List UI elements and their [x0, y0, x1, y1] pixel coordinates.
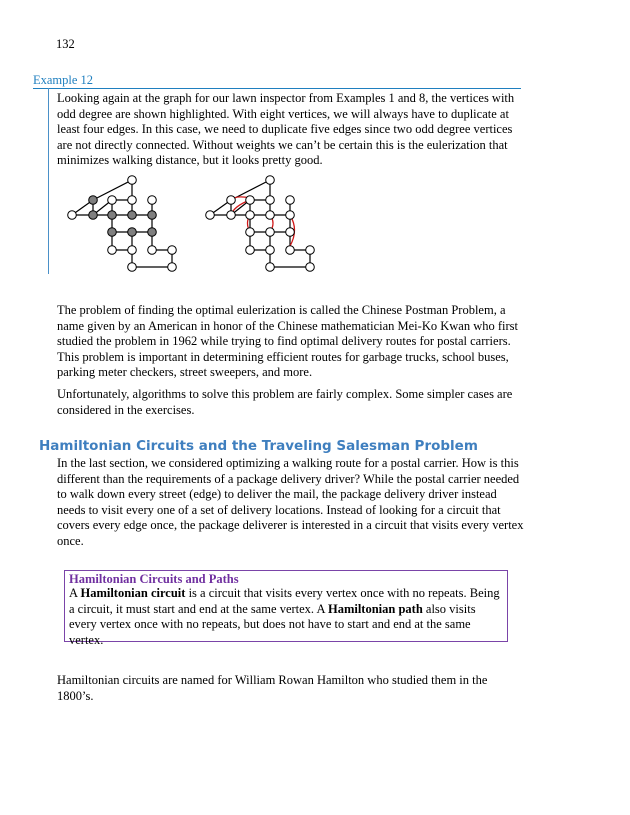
definition-text	[69, 586, 505, 648]
vertex-odd	[89, 196, 98, 205]
vertex	[306, 263, 315, 272]
vertex	[246, 196, 255, 205]
vertex	[266, 211, 275, 220]
vertex	[246, 228, 255, 237]
vertex-odd	[108, 211, 117, 220]
vertex	[128, 246, 137, 255]
vertex	[286, 246, 295, 255]
page-number: 132	[56, 37, 75, 51]
graph-edges	[72, 180, 172, 267]
vertex-odd	[128, 211, 137, 220]
section-paragraph: In the last section, we considered optimizing a walking route for a postal carrier. How is this different than the requirements of a package delivery driver? While the postal carrier needed to walk down every street (edge) to deliver the mail, the package delivery driver instead needs to visit every one of a set of delivery locations. Instead of looking for a circuit that covers every edge once, the package deliverer is interested in a circuit that visits every vertex once.	[57, 456, 524, 548]
vertex	[128, 263, 137, 272]
vertex	[206, 211, 215, 220]
graph-vertices	[206, 176, 315, 272]
vertex	[227, 196, 236, 205]
vertex	[266, 246, 275, 255]
vertex	[286, 228, 295, 237]
vertex	[168, 263, 177, 272]
example-side-rule	[48, 88, 49, 274]
vertex	[266, 196, 275, 205]
vertex	[128, 196, 137, 205]
vertex	[266, 228, 275, 237]
vertex-odd	[148, 228, 157, 237]
section-heading: Hamiltonian Circuits and the Traveling Salesman Problem	[39, 438, 478, 454]
vertex	[68, 211, 77, 220]
vertex	[108, 246, 117, 255]
vertex	[306, 246, 315, 255]
vertex	[266, 176, 275, 185]
vertex	[168, 246, 177, 255]
vertex	[148, 246, 157, 255]
graph-edges	[210, 180, 310, 267]
vertex	[227, 211, 236, 220]
example-top-rule	[33, 88, 521, 89]
term-hamiltonian-circuit: Hamiltonian circuit	[80, 586, 186, 600]
term-hamiltonian-path: Hamiltonian path	[327, 601, 423, 616]
closing-paragraph: Hamiltonian circuits are named for William Rowan Hamilton who studied them in the 1800’s.	[57, 673, 488, 703]
graph-odd-vertices	[60, 170, 185, 275]
vertex	[246, 211, 255, 220]
definition-title: Hamiltonian Circuits and Paths	[69, 572, 239, 586]
chinese-postman-paragraph: The problem of finding the optimal eulerization is called the Chinese Postman Problem, a name given by an American in honor of the Chinese mathematician Mei-Ko Kwan who first studied the problem in 1962 while trying to find optimal delivery routes for postal carriers. This problem is important in determining efficient routes for garbage trucks, school buses, parking meter checkers, street sweepers, and more.	[57, 303, 518, 380]
vertex	[266, 263, 275, 272]
definition-text-part: A	[69, 586, 81, 600]
duplicated-edges	[231, 197, 295, 246]
vertex	[246, 246, 255, 255]
vertex-odd	[148, 211, 157, 220]
definition-text-part: also visits every vertex once with no repeats, but does not have to start and end at the same vertex.	[69, 601, 476, 647]
graph-eulerized	[198, 170, 323, 275]
definition-text-part: is a circuit that visits every vertex once with no repeats. Being a circuit, it must start and end at the same vertex. A	[69, 586, 500, 616]
vertex-odd	[108, 228, 117, 237]
algorithms-paragraph: Unfortunately, algorithms to solve this problem are fairly complex. Some simpler cases are considered in the exercises.	[57, 387, 513, 417]
example-heading: Example 12	[33, 73, 94, 87]
vertex	[286, 211, 295, 220]
vertex	[108, 196, 117, 205]
graph-vertices	[68, 176, 177, 272]
vertex	[286, 196, 295, 205]
vertex	[148, 196, 157, 205]
example-paragraph: Looking again at the graph for our lawn inspector from Examples 1 and 8, the vertices with odd degree are shown highlighted. With eight vertices, we will always have to duplicate at least four edges. In this case, we need to duplicate five edges since two odd degree vertices are not directly connected. Without weights we can’t be certain this is the eulerization that minimizes walking distance, but it looks pretty good.	[57, 91, 515, 168]
vertex	[128, 176, 137, 185]
vertex-odd	[128, 228, 137, 237]
vertex-odd	[89, 211, 98, 220]
